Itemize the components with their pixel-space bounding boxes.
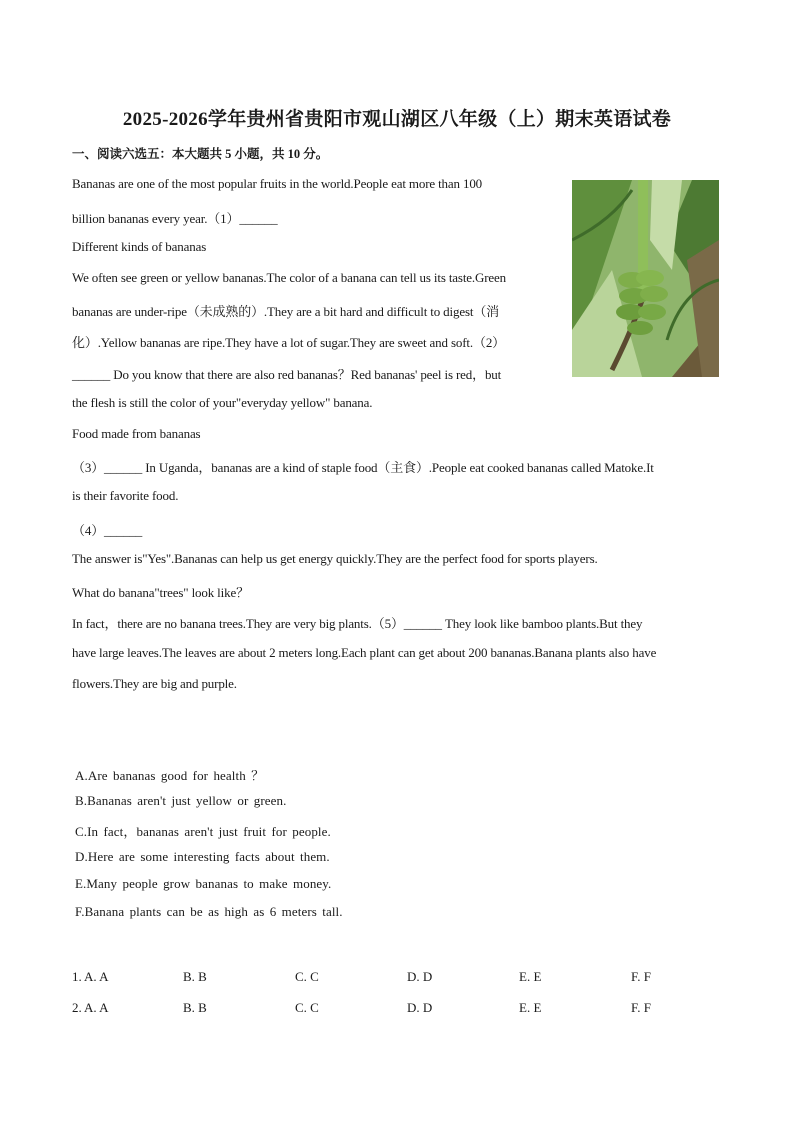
passage-line: The answer is"Yes".Bananas can help us get energy quickly.They are the perfect food for sports players.: [72, 551, 598, 566]
option-a: A.Are bananas good for health ？: [75, 768, 265, 783]
passage-line: （4）______: [72, 523, 143, 538]
answer-choice-b[interactable]: B. B: [183, 969, 207, 984]
answer-choice-a[interactable]: A. A: [84, 1000, 109, 1015]
passage-line: have large leaves.The leaves are about 2 meters long.Each plant can get about 200 bananas.Banana plants also have: [72, 645, 657, 660]
option-b: B.Bananas aren't just yellow or green.: [75, 793, 287, 808]
page-title: 2025-2026学年贵州省贵阳市观山湖区八年级（上）期末英语试卷: [122, 109, 672, 130]
option-c: C.In fact，bananas aren't just fruit for people.: [75, 824, 331, 839]
passage-line: Different kinds of bananas: [72, 239, 207, 254]
answer-choice-b[interactable]: B. B: [183, 1000, 207, 1015]
answer-choice-c[interactable]: C. C: [295, 1000, 319, 1015]
option-f: F.Banana plants can be as high as 6 meters tall.: [75, 904, 343, 919]
option-d: D.Here are some interesting facts about them.: [75, 849, 330, 864]
answer-choice-f[interactable]: F. F: [631, 969, 651, 984]
answer-number: 2.: [72, 1000, 82, 1015]
section-heading: 一、阅读六选五：本大题共 5 小题，共 10 分。: [72, 147, 329, 161]
answer-choice-f[interactable]: F. F: [631, 1000, 651, 1015]
answer-row-1: [72, 969, 752, 987]
answer-choice-e[interactable]: E. E: [519, 969, 542, 984]
option-e: E.Many people grow bananas to make money.: [75, 876, 332, 891]
passage-line: ______ Do you know that there are also red bananas？Red bananas' peel is red，but: [72, 367, 502, 382]
passage-line: （3）______ In Uganda，bananas are a kind of staple food（主食）.People eat cooked bananas called Matoke.It: [72, 460, 654, 475]
passage-line: What do banana"trees" look like？: [72, 585, 249, 600]
passage-line: the flesh is still the color of your"everyday yellow" banana.: [72, 395, 373, 410]
answer-choice-d[interactable]: D. D: [407, 1000, 433, 1015]
answer-choice-a[interactable]: A. A: [84, 969, 109, 984]
passage-line: billion bananas every year.（1）______: [72, 211, 278, 226]
passage-line: bananas are under-ripe（未成熟的）.They are a bit hard and difficult to digest（消: [72, 304, 500, 319]
passage-line: 化）.Yellow bananas are ripe.They have a lot of sugar.They are sweet and soft.（2）: [72, 335, 506, 350]
answer-row-2: [72, 1000, 752, 1018]
passage-line: We often see green or yellow bananas.The color of a banana can tell us its taste.Green: [72, 270, 507, 285]
answer-choice-d[interactable]: D. D: [407, 969, 433, 984]
passage-line: flowers.They are big and purple.: [72, 676, 237, 691]
answer-choice-e[interactable]: E. E: [519, 1000, 542, 1015]
passage-line: Bananas are one of the most popular fruits in the world.People eat more than 100: [72, 176, 483, 191]
answer-choice-c[interactable]: C. C: [295, 969, 319, 984]
passage-line: Food made from bananas: [72, 426, 201, 441]
passage-line: is their favorite food.: [72, 488, 179, 503]
banana-plant-photo: [572, 180, 719, 377]
passage-line: In fact，there are no banana trees.They are very big plants.（5）______ They look like bamboo plants.But they: [72, 616, 643, 631]
answer-number: 1.: [72, 969, 82, 984]
